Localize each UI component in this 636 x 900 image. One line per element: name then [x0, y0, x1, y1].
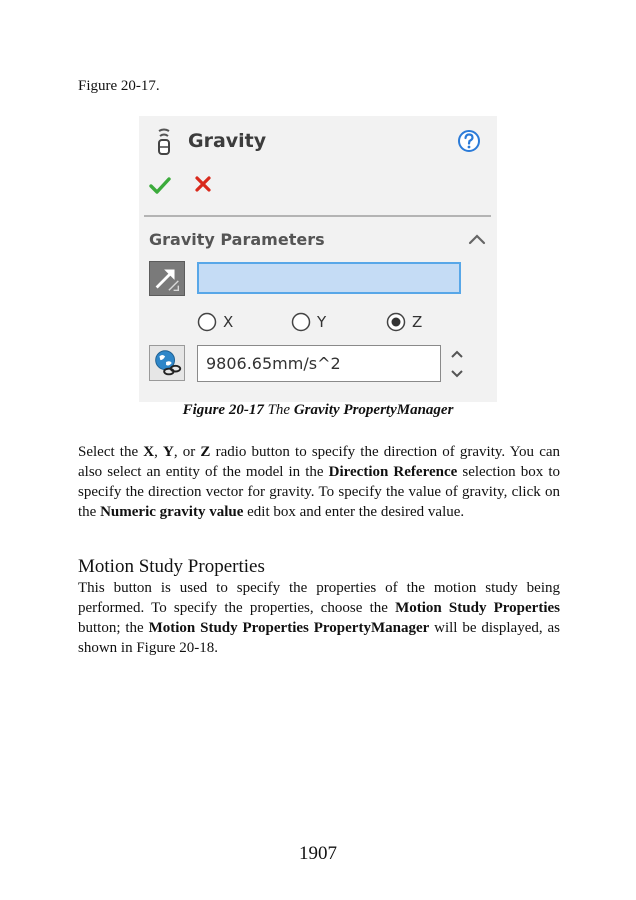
text: radio button to specify the direction of gravity. You can also select an entity of the model in the	[78, 444, 561, 480]
text: ,	[154, 444, 164, 460]
direction-arrow-icon	[150, 262, 184, 295]
page-number: 1907	[299, 843, 337, 864]
figure-reference: Figure 20-17.	[78, 78, 160, 94]
numeric-gravity-value-input[interactable]: 9806.65mm/s^2	[197, 345, 441, 382]
radio-y-circle[interactable]	[291, 312, 311, 332]
text: button; the	[78, 620, 149, 636]
section-title-gravity-parameters: Gravity Parameters	[149, 230, 325, 249]
globe-link-icon	[150, 346, 184, 380]
gravity-propertymanager-figure	[139, 116, 497, 402]
pm-title: Gravity	[188, 130, 267, 152]
radio-x[interactable]	[197, 311, 233, 333]
cancel-x-icon[interactable]	[194, 175, 212, 193]
help-icon[interactable]	[457, 129, 481, 153]
bold-z: Z	[200, 444, 211, 460]
radio-y-label: Y	[317, 313, 327, 331]
text: , or	[173, 444, 201, 460]
radio-y[interactable]	[291, 311, 326, 333]
gravity-icon	[155, 128, 173, 158]
bold-motion-study-pm: Motion Study Properties PropertyManager	[148, 620, 430, 636]
bold-numeric-gravity-value: Numeric gravity value	[100, 504, 244, 520]
bold-direction-reference: Direction Reference	[328, 464, 458, 480]
paragraph-gravity-direction	[78, 442, 560, 522]
radio-z[interactable]	[386, 311, 422, 333]
text: This button is used to specify the properties of the motion study being performed. To specify the properties, choose the	[78, 580, 560, 616]
section-heading: Motion Study Properties	[78, 556, 265, 577]
value-spinner[interactable]	[449, 347, 465, 381]
caption-title: Gravity PropertyManager	[293, 402, 454, 418]
radio-z-circle[interactable]	[386, 312, 406, 332]
collapse-chevron-icon[interactable]	[468, 232, 486, 246]
bold-y: Y	[163, 444, 174, 460]
caption-label: Figure 20-17	[182, 402, 264, 418]
direction-reference-button[interactable]	[149, 261, 185, 296]
spin-down-icon[interactable]	[452, 371, 462, 376]
direction-reference-selection-box[interactable]	[197, 262, 461, 294]
bold-x: X	[143, 444, 155, 460]
caption-the: The	[267, 402, 291, 418]
paragraph-motion-study	[78, 578, 560, 658]
text: selection box to specify the direction vector for gravity. To specify the value of gravity, click on the	[78, 464, 560, 520]
radio-x-circle[interactable]	[197, 312, 217, 332]
bold-motion-study-properties: Motion Study Properties	[395, 600, 560, 616]
radio-z-label: Z	[412, 313, 423, 331]
divider	[144, 215, 491, 217]
text: Select the	[78, 444, 144, 460]
radio-x-label: X	[223, 313, 234, 331]
numeric-gravity-button[interactable]	[149, 345, 185, 381]
text: edit box and enter the desired value.	[243, 504, 465, 520]
ok-check-icon[interactable]	[149, 174, 171, 196]
spin-up-icon[interactable]	[452, 352, 462, 357]
figure-caption	[0, 402, 636, 419]
text: will be displayed, as shown in Figure 20-18.	[78, 620, 560, 656]
pm-header	[139, 116, 497, 166]
